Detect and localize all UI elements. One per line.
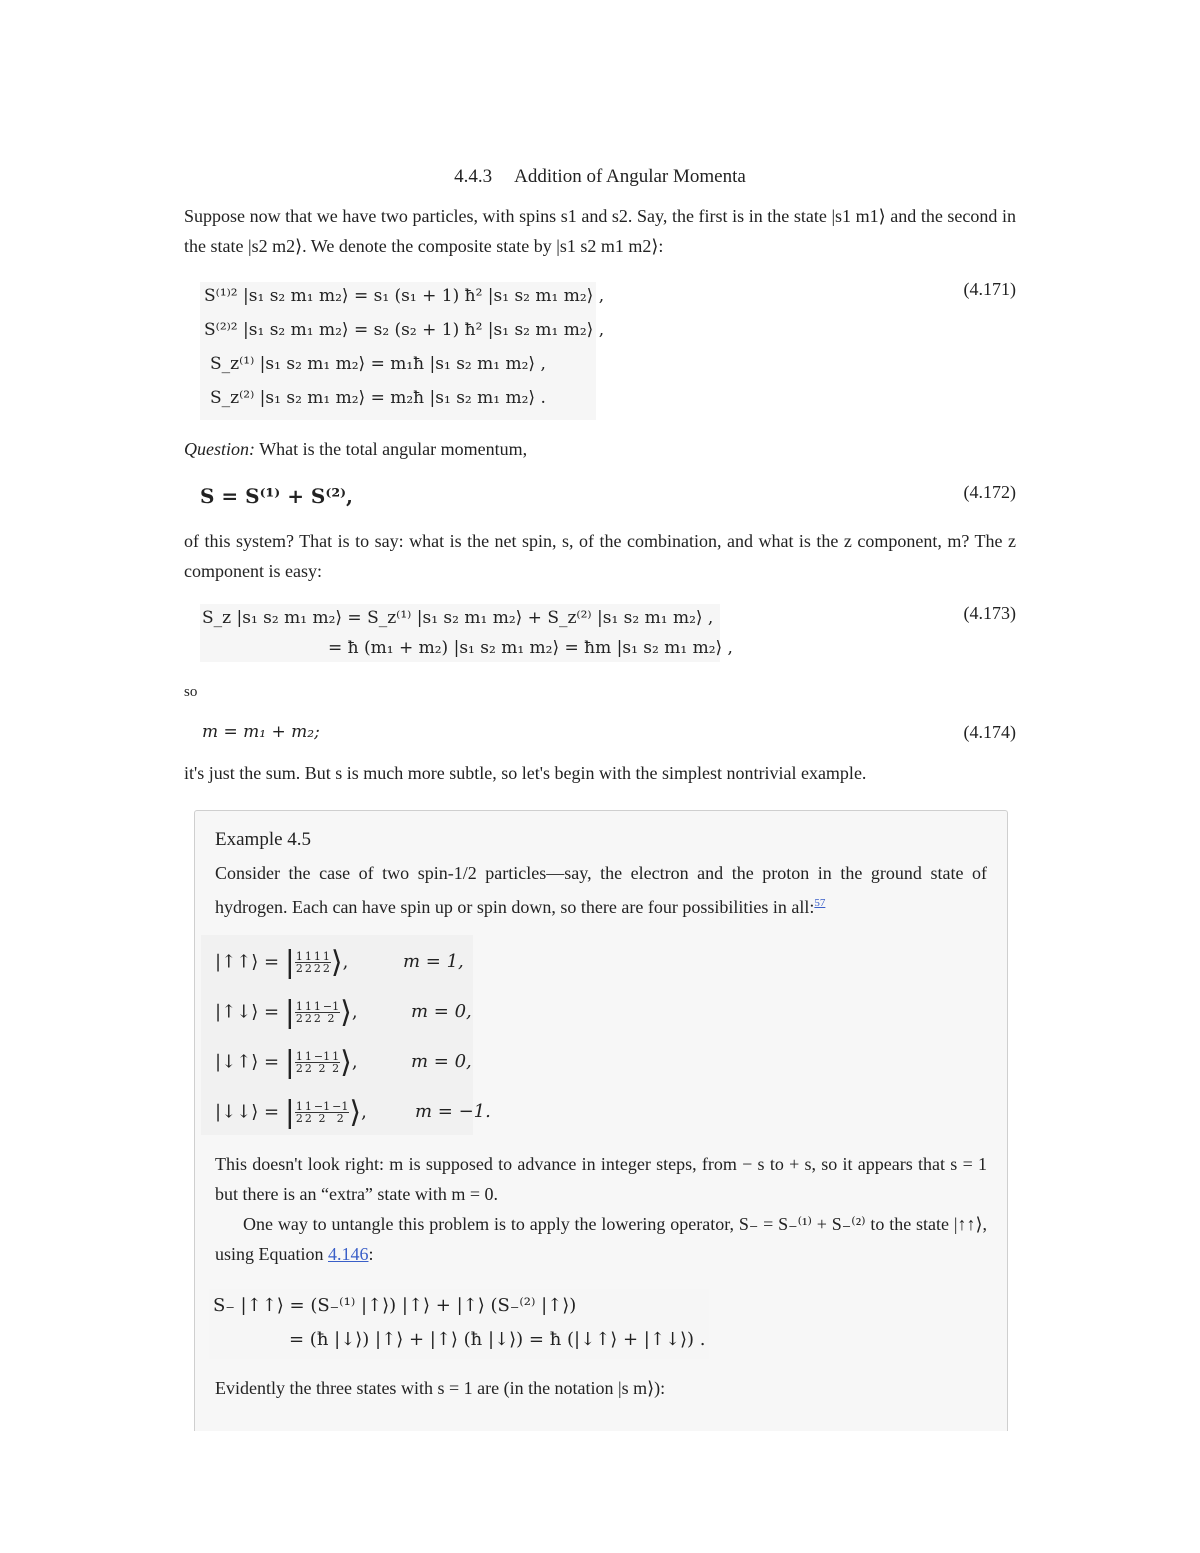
eq173-line-1: S_z |s₁ s₂ m₁ m₂⟩ = S_z⁽¹⁾ |s₁ s₂ m₁ m₂⟩ + S_z⁽²⁾ |s₁ s₂ m₁ m₂⟩ , [202,608,714,628]
state-up-down: |↑↓⟩ = | $\frac{1}{2}$ $\frac{1}{2}$ $\frac{1}{2}$ $\frac{-1}{2}$ ⟩, m = 0, [215,995,472,1030]
equation-4-174: m = m₁ + m₂; [202,722,320,742]
intro-paragraph: Suppose now that we have two particles, with spins s1 and s2. Say, the first is in the state |s1 m1⟩ and the second in the state |s2 m2⟩. We denote the composite state by |s1 s2 m1 m2⟩: [184,206,1016,256]
eq171-line-2: S⁽²⁾² |s₁ s₂ m₁ m₂⟩ = s₂ (s₂ + 1) ħ² |s₁ s₂ m₁ m₂⟩ , [204,320,605,340]
section-number: 4.4.3 [454,166,493,187]
lowering-line-2: = (ħ |↓⟩) |↑⟩ + |↑⟩ (ħ |↓⟩) = ħ (|↓↑⟩ + |↑↓⟩) . [289,1329,706,1350]
paragraph-after-4-172: of this system? That is to say: what is the net spin, s, of the combination, and what is the z component, m? The z component is easy: [184,531,1016,581]
m-value: m = 0, [411,1051,472,1072]
so-word: so [184,684,198,700]
state-up-up: |↑↑⟩ = | $\frac{1}{2}$ $\frac{1}{2}$ $\frac{1}{2}$ $\frac{1}{2}$ ⟩, m = 1, [215,945,464,980]
equation-number-4-174: (4.174) [963,722,1016,742]
question-paragraph [184,434,1016,464]
eq171-line-4: S_z⁽²⁾ |s₁ s₂ m₁ m₂⟩ = m₂ħ |s₁ s₂ m₁ m₂⟩ . [210,388,546,408]
example-title: Example 4.5 [215,829,312,850]
state-down-up: |↓↑⟩ = | $\frac{1}{2}$ $\frac{1}{2}$ $\frac{-1}{2}$ $\frac{1}{2}$ ⟩, m = 0, [215,1045,472,1080]
example-paragraph-3: One way to untangle this problem is to apply the lowering operator, S₋ = S₋⁽¹⁾ + S₋⁽²⁾ to the state |↑↑⟩, using Equation 4.146: [215,1214,987,1264]
eq173-line-2: = ħ (m₁ + m₂) |s₁ s₂ m₁ m₂⟩ = ħm |s₁ s₂ m₁ m₂⟩ , [328,638,733,658]
m-value: m = 0, [411,1001,472,1022]
equation-4-171 [200,282,605,420]
eq171-line-1: S⁽¹⁾² |s₁ s₂ m₁ m₂⟩ = s₁ (s₁ + 1) ħ² |s₁ s₂ m₁ m₂⟩ , [204,286,605,306]
lowering-line-1: S₋ |↑↑⟩ = (S₋⁽¹⁾ |↑⟩) |↑⟩ + |↑⟩ (S₋⁽²⁾ |↑⟩) [213,1295,577,1316]
equation-number-4-173: (4.173) [963,603,1016,623]
equation-number-4-171: (4.171) [963,279,1016,299]
question-label: Question: [184,439,255,459]
lowering-equation [209,1289,709,1359]
section-heading [0,166,1200,188]
ket-label: |↑↑⟩ = [215,951,280,973]
state-down-down: |↓↓⟩ = | $\frac{1}{2}$ $\frac{1}{2}$ $\frac{-1}{2}$ $\frac{-1}{2}$ ⟩, m = −1. [215,1095,491,1130]
footnote-link[interactable]: 57 [814,897,826,909]
paragraph-after-4-174: it's just the sum. But s is much more subtle, so let's begin with the simplest nontrivial example. [184,763,867,783]
equation-number-4-172: (4.172) [963,482,1016,502]
example-paragraph-1 [215,858,987,922]
m-value: m = 1, [403,951,464,972]
example-paragraph-4: Evidently the three states with s = 1 are (in the notation |s m⟩): [215,1378,666,1398]
m-value: m = −1. [415,1101,491,1122]
equation-link-4-146[interactable]: 4.146 [328,1244,369,1264]
section-title: Addition of Angular Momenta [514,166,746,187]
example-box [194,810,1008,1431]
example-paragraph-2: This doesn't look right: m is supposed to advance in integer steps, from − s to + s, so it appears that s = 1 but there is an “extra” state with m = 0. [215,1154,987,1204]
eq171-line-3: S_z⁽¹⁾ |s₁ s₂ m₁ m₂⟩ = m₁ħ |s₁ s₂ m₁ m₂⟩ , [210,354,546,374]
question-text: What is the total angular momentum, [259,439,528,459]
spin-states-block [201,935,491,1135]
equation-4-173 [200,604,733,662]
example-p1-text: Consider the case of two spin-1/2 particles—say, the electron and the proton in the ground state of hydrogen. Each can have spin up or spin down, so there are four possibilities in all: [215,863,987,917]
equation-4-172: S = S⁽¹⁾ + S⁽²⁾, [200,484,354,508]
